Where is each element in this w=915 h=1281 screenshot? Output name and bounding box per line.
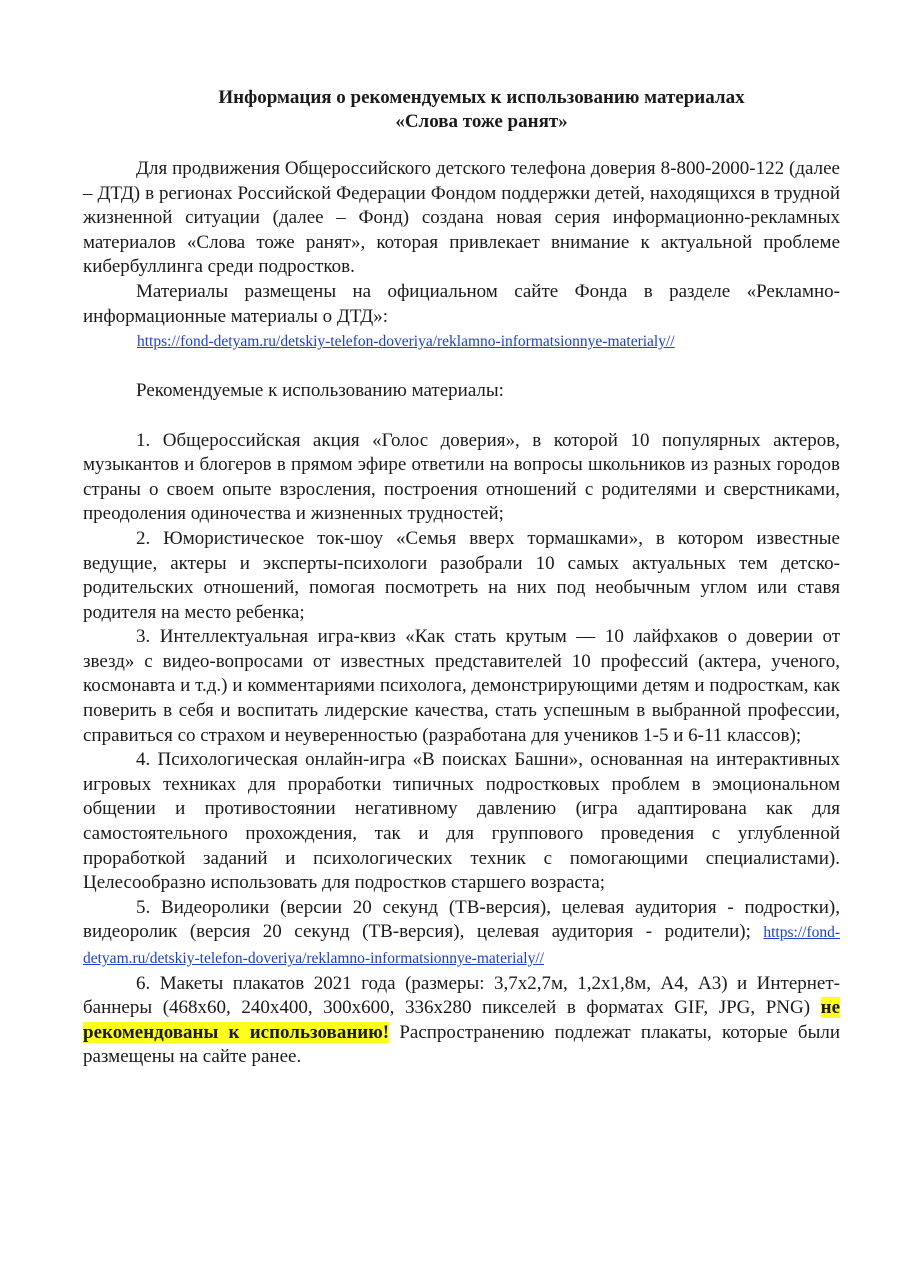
- spacer: [83, 404, 840, 429]
- materials-location-paragraph: Материалы размещены на официальном сайте Фонда в разделе «Рекламно-информационные материалы о ДТД»:: [83, 280, 840, 327]
- title-line-1: Информация о рекомендуемых к использованию материалах: [218, 87, 745, 108]
- list-item-6: [83, 972, 840, 1070]
- not-recommended-highlight: не рекомендованы к использованию!: [83, 997, 841, 1043]
- list-item-2: 2. Юмористическое ток-шоу «Семья вверх тормашками», в котором известные ведущие, актеры и эксперты-психологи разобрали 10 самых актуальных тем детско-родительских отношений, помогая посмотреть на них под необычным углом или ставя родителя на место ребенка;: [83, 527, 840, 623]
- list-item-5: [83, 896, 840, 972]
- list-item-3: 3. Интеллектуальная игра-квиз «Как стать крутым — 10 лайфхаков о доверии от звезд» с видео-вопросами от известных представителей 10 профессий (актера, ученого, космонавта и т.д.) и комментариями психолога, демонстрирующими детям и подросткам, как поверить в себя и воспитать лидерские качества, стать успешным в выбранной профессии, справиться со страхом и неуверенностью (разработана для учеников 1-5 и 6-11 классов);: [83, 626, 840, 746]
- document-body: [83, 157, 840, 1070]
- recommended-heading: Рекомендуемые к использованию материалы:: [136, 380, 504, 402]
- materials-link[interactable]: https://fond-detyam.ru/detskiy-telefon-doveriya/reklamno-informatsionnye-materialy//: [137, 333, 675, 351]
- list-item-4: 4. Психологическая онлайн-игра «В поисках Башни», основанная на интерактивных игровых техниках для проработки типичных подростковых проблем в эмоциональном общении и противостоянии негативному давлению (игра адаптирована как для самостоятельного прохождения, так и для группового проведения с углубленной проработкой заданий и психологических техник с помогающими специалистами). Целесообразно использовать для подростков старшего возраста;: [83, 749, 840, 894]
- list-item-6-text-b: Распространению подлежат плакаты, которые были размещены на сайте ранее.: [83, 1021, 841, 1068]
- video-link[interactable]: https://fond-detyam.ru/detskiy-telefon-doveriya/reklamno-informatsionnye-materialy//: [83, 924, 841, 967]
- materials-link-line: [83, 329, 840, 355]
- intro-paragraph: Для продвижения Общероссийского детского телефона доверия 8-800-2000-122 (далее – ДТД) в регионах Российской Федерации Фондом поддержки детей, находящихся в трудной жизненной ситуации (далее – Фонд) создана новая серия информационно-рекламных материалов «Слова тоже ранят», которая привлекает внимание к актуальной проблеме кибербуллинга среди подростков.: [83, 158, 840, 278]
- list-item-1: 1. Общероссийская акция «Голос доверия», в которой 10 популярных актеров, музыкантов и блогеров в прямом эфире ответили на вопросы школьников из разных городов страны о своем опыте взросления, построения отношений с родителями и сверстниками, преодоления одиночества и жизненных трудностей;: [83, 429, 840, 525]
- title-line-2: «Слова тоже ранят»: [395, 111, 568, 132]
- list-item-5-text: 5. Видеоролики (версии 20 секунд (ТВ-версия), целевая аудитория - подростки), видеоролик (версия 20 секунд (ТВ-версия), целевая аудитория - родители);: [83, 896, 840, 943]
- document-title: [80, 86, 883, 134]
- list-item-6-text-a: 6. Макеты плакатов 2021 года (размеры: 3,7х2,7м, 1,2х1,8м, А4, А3) и Интернет-баннеры (468x60, 240x400, 300x600, 336x280 пикселей в форматах GIF, JPG, PNG): [83, 972, 840, 1019]
- spacer: [83, 355, 840, 380]
